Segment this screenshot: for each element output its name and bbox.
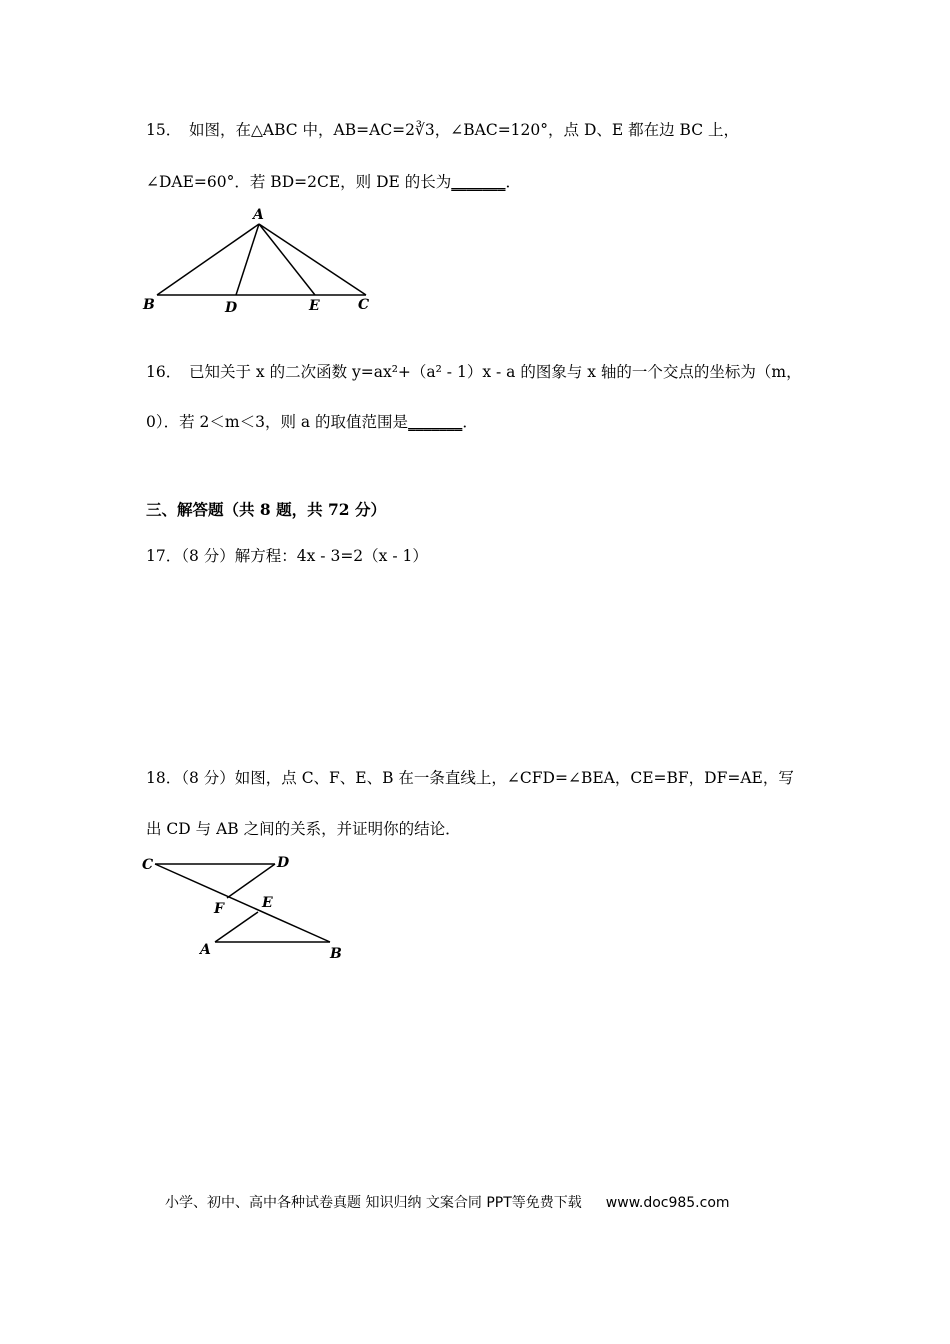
q15-label-a: A <box>253 207 264 223</box>
q16-line-2 <box>146 410 478 432</box>
q18-line-1: 18．（8 分）如图，点 C、F、E、B 在一条直线上，∠CFD=∠BEA，CE=BF，DF=AE，写 <box>146 769 794 787</box>
section-3-heading: 三、解答题（共 8 题，共 72 分） <box>146 500 386 519</box>
footer-url[interactable]: www.doc985.com <box>605 1195 730 1211</box>
q18-line-2: 出 CD 与 AB 之间的关系，并证明你的结论． <box>146 820 461 838</box>
q15-label-b: B <box>143 297 155 313</box>
q15-line-2-end: ． <box>505 173 522 191</box>
q15-line-2-text: ∠DAE=60°．若 BD=2CE，则 DE 的长为 <box>146 173 452 191</box>
q15-line-1: 15． 如图，在△ABC 中，AB=AC=2∛3，∠BAC=120°，点 D、E 都在边 BC 上， <box>146 121 740 139</box>
q18-label-d: D <box>277 855 290 871</box>
q18-figure <box>140 850 360 965</box>
q15-line-2 <box>146 170 521 192</box>
q16-line-1: 16． 已知关于 x 的二次函数 y=ax²+（a² ‑ 1）x ‑ a 的图象与 x 轴的一个交点的坐标为（m， <box>146 363 802 381</box>
q17-text: 17．（8 分）解方程：4x ‑ 3=2（x ‑ 1） <box>146 547 428 565</box>
q15-answer-blank: _______ <box>451 172 506 191</box>
q15-label-d: D <box>225 300 238 316</box>
q15-label-c: C <box>358 297 370 313</box>
q15-label-e: E <box>309 298 320 314</box>
q16-line-2-text: 0）．若 2＜m＜3，则 a 的取值范围是 <box>146 413 409 431</box>
q18-label-a: A <box>200 942 211 958</box>
q15-triangle-figure <box>140 205 400 315</box>
q16-line-2-end: ． <box>462 413 478 431</box>
page-footer <box>165 1192 730 1212</box>
q18-label-e: E <box>262 895 273 911</box>
q18-label-f: F <box>214 901 224 917</box>
q18-label-c: C <box>142 857 154 873</box>
q16-answer-blank: _______ <box>408 412 463 431</box>
footer-text: 小学、初中、高中各种试卷真题 知识归纳 文案合同 PPT等免费下载 <box>165 1195 582 1211</box>
q18-label-b: B <box>330 946 342 962</box>
